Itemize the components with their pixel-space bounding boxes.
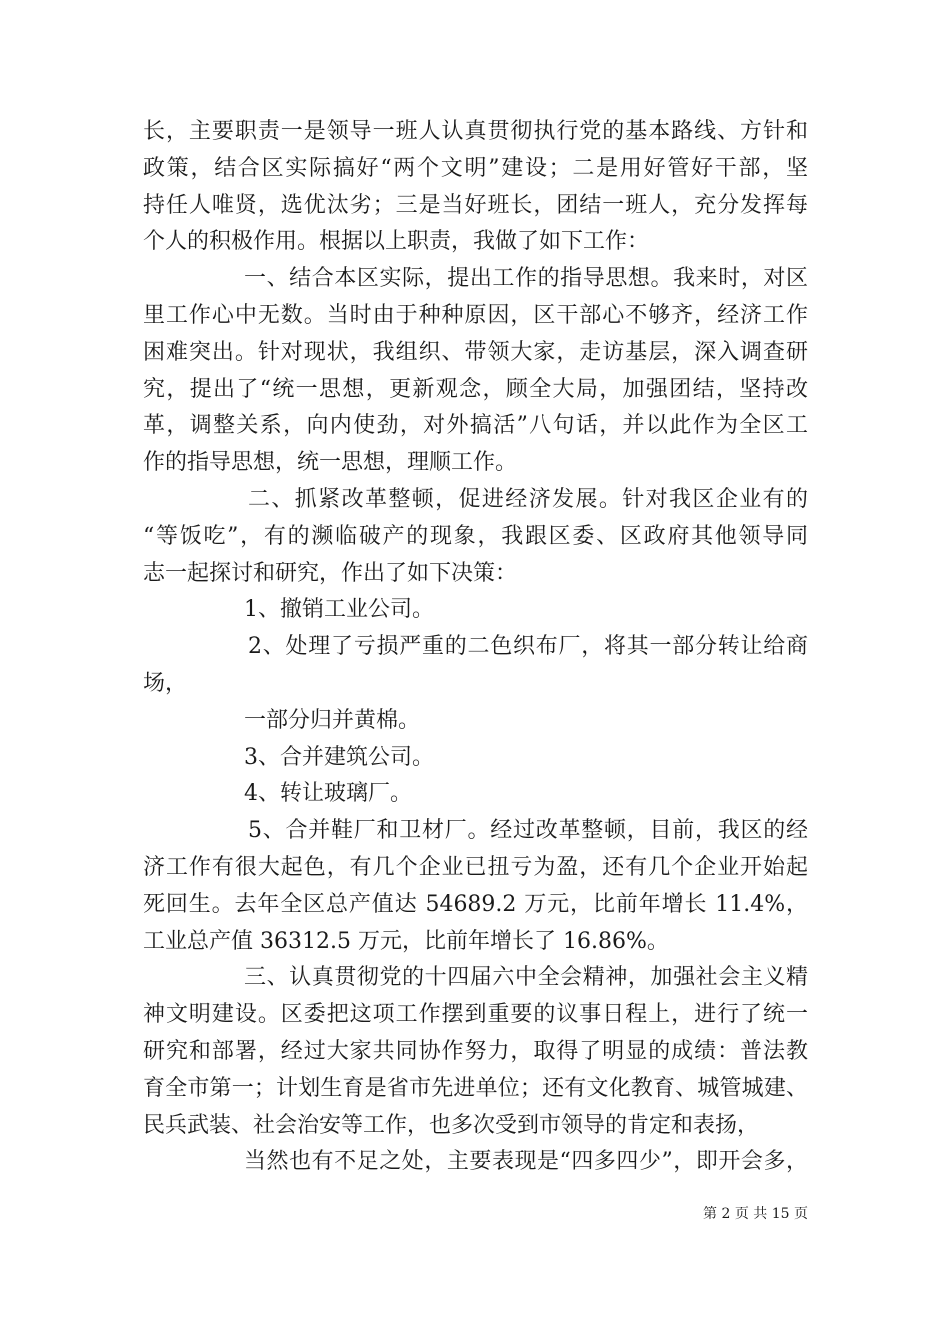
section-3-heading-line: 三、认真贯彻党的十四届六中全会精神，加强社会主义精 bbox=[244, 965, 808, 991]
list-item-2: 2、处理了亏损严重的二色织布厂，将其一部分转让给商 bbox=[248, 634, 808, 660]
body-line-10: 作的指导思想，统一思想，理顺工作。 bbox=[143, 450, 518, 476]
body-line-1: 长，主要职责一是领导一班人认真贯彻执行党的基本路线、方针和 bbox=[143, 119, 808, 144]
body-line-29: 当然也有不足之处，主要表现是“四多四少”，即开会多， bbox=[244, 1149, 808, 1175]
list-item-2-cont: 场， bbox=[143, 670, 188, 696]
body-line-2: 政策，结合区实际搞好“两个文明”建设；二是用好管好干部，坚 bbox=[143, 155, 808, 181]
body-line-26: 研究和部署，经过大家共同协作努力，取得了明显的成绩：普法教 bbox=[143, 1038, 808, 1064]
list-item-2-cont-2: 一部分归并黄棉。 bbox=[244, 707, 421, 733]
body-line-9: 革，调整关系，向内使劲，对外搞活”八句话，并以此作为全区工 bbox=[143, 413, 808, 439]
body-line-3: 持任人唯贤，选优汰劣；三是当好班长，团结一班人，充分发挥每 bbox=[143, 192, 808, 218]
body-line-13: 志一起探讨和研究，作出了如下决策： bbox=[143, 560, 518, 586]
list-item-4: 4、转让玻璃厂。 bbox=[244, 781, 412, 807]
body-line-7: 困难突出。针对现状，我组织、带领大家，走访基层，深入调查研 bbox=[143, 339, 808, 365]
body-line-28: 民兵武装、社会治安等工作，也多次受到市领导的肯定和表扬， bbox=[143, 1112, 760, 1138]
body-line-27: 育全市第一；计划生育是省市先进单位；还有文化教育、城管城建、 bbox=[143, 1075, 808, 1101]
page-number-footer: 第 2 页 共 15 页 bbox=[703, 1206, 808, 1222]
body-line-12: “等饭吃”，有的濒临破产的现象，我跟区委、区政府其他领导同 bbox=[143, 523, 808, 549]
body-line-23: 工业总产值 36312.5 万元，比前年增长了 16.86%。 bbox=[143, 928, 669, 954]
body-line-8: 究，提出了“统一思想，更新观念，顾全大局，加强团结，坚持改 bbox=[143, 376, 808, 402]
list-item-1: 1、撤销工业公司。 bbox=[244, 597, 434, 623]
section-2-heading-line: 二、抓紧改革整顿，促进经济发展。针对我区企业有的 bbox=[248, 486, 808, 512]
body-line-6: 里工作心中无数。当时由于种种原因，区干部心不够齐，经济工作 bbox=[143, 302, 808, 328]
list-item-5: 5、合并鞋厂和卫材厂。经过改革整顿，目前，我区的经 bbox=[248, 818, 808, 844]
section-1-heading-line: 一、结合本区实际，提出工作的指导思想。我来时，对区 bbox=[244, 266, 808, 292]
list-item-3: 3、合并建筑公司。 bbox=[244, 744, 434, 770]
document-body bbox=[143, 114, 808, 1181]
body-line-21: 济工作有很大起色，有几个企业已扭亏为盈，还有几个企业开始起 bbox=[143, 854, 808, 880]
body-line-22: 死回生。去年全区总产值达 54689.2 万元，比前年增长 11.4%， bbox=[143, 891, 808, 917]
body-line-25: 神文明建设。区委把这项工作摆到重要的议事日程上，进行了统一 bbox=[143, 1002, 808, 1028]
body-line-4: 个人的积极作用。根据以上职责，我做了如下工作： bbox=[143, 229, 650, 255]
